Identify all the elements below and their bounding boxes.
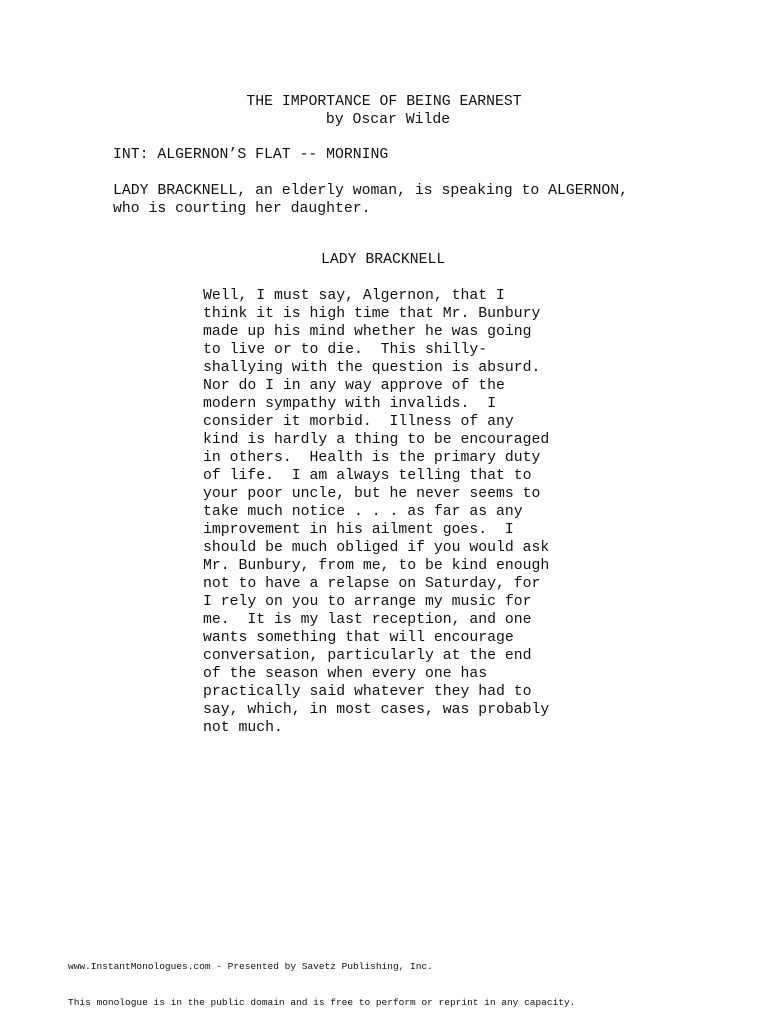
monologue-dialogue: Well, I must say, Algernon, that I think it is high time that Mr. Bunbury made up his mind whether he was going to live or to die. This shilly- shallying with the question is absurd. Nor do I in any way approve of the modern sympathy with invalids. I consider it morbid. Illness of any kind is hardly a thing to be encouraged in others. Health is the primary duty of life. I am always telling that to your poor uncle, but he never seems to take much notice . . . as far as any improvement in his ailment goes. I should be much obliged if you would ask Mr. Bunbury, from me, to be kind enough not to have a relapse on Saturday, for I rely on you to arrange my music for me. It is my last reception, and one wants something that will encourage conversation, particularly at the end of the season when every one has practically said whatever they had to say, which, in most cases, was probably not much. <box>203 288 550 736</box>
author-line: by Oscar Wilde <box>325 112 451 128</box>
footer-rights-line: This monologue is in the public domain and is free to perform or reprint in any capacity. <box>68 997 576 1008</box>
play-title: THE IMPORTANCE OF BEING EARNEST <box>246 94 522 110</box>
scene-heading: INT: ALGERNON’S FLAT -- MORNING <box>113 147 389 163</box>
footer-publisher-line: www.InstantMonologues.com - Presented by Savetz Publishing, Inc. <box>68 961 433 972</box>
action-description: LADY BRACKNELL, an elderly woman, is speaking to ALGERNON, who is courting her daughter. <box>113 183 629 217</box>
page-footer <box>68 937 575 1033</box>
character-name: LADY BRACKNELL <box>321 252 446 268</box>
